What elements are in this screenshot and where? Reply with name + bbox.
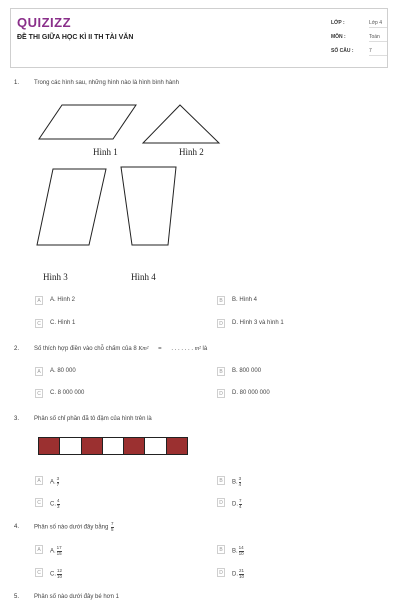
triangle-figure-2 bbox=[142, 104, 220, 144]
option-prefix: A. bbox=[50, 548, 56, 555]
option-prefix: A. bbox=[50, 479, 56, 486]
option-prefix: B. bbox=[232, 548, 238, 555]
meta-row-class bbox=[331, 17, 387, 31]
fraction-numerator: 12 bbox=[57, 568, 63, 573]
option-letter-box: B bbox=[217, 296, 225, 305]
fraction-denominator: 10 bbox=[57, 573, 63, 579]
option-letter-box: D bbox=[217, 319, 225, 328]
option-text: D. 80 000 000 bbox=[232, 390, 270, 396]
option-text bbox=[50, 569, 62, 579]
option-letter-box: C bbox=[35, 568, 43, 577]
bar-segment-empty bbox=[145, 438, 166, 454]
option-letter-box: B bbox=[217, 476, 225, 485]
question-number: 1. bbox=[14, 80, 20, 86]
blank-dots: . . . . . . . bbox=[171, 346, 194, 352]
parallelogram-figure-3 bbox=[36, 168, 108, 246]
fraction bbox=[239, 569, 244, 579]
quizizz-logo: QUIZIZZ bbox=[17, 15, 72, 30]
option-letter-box: A bbox=[35, 545, 43, 554]
meta-label: SỐ CÂU : bbox=[331, 48, 354, 54]
fraction-numerator: 21 bbox=[239, 568, 245, 573]
option-letter-box: B bbox=[217, 367, 225, 376]
option-text bbox=[50, 477, 59, 487]
option-letter-box: C bbox=[35, 319, 43, 328]
option-prefix: C. bbox=[50, 571, 56, 578]
question-text-lead: Phân số nào dưới đây bằng bbox=[34, 524, 109, 531]
option-text: C. 8 000 000 bbox=[50, 390, 85, 396]
bar-segment-shaded bbox=[167, 438, 187, 454]
figure-label: Hình 2 bbox=[179, 147, 204, 157]
option-letter-box: D bbox=[217, 389, 225, 398]
option-text bbox=[232, 499, 242, 509]
fraction-numerator: 14 bbox=[238, 545, 244, 550]
bar-segment-empty bbox=[60, 438, 81, 454]
option-text bbox=[232, 477, 241, 487]
question-number: 4. bbox=[14, 524, 20, 530]
parallelogram-figure-1 bbox=[38, 104, 138, 140]
meta-info bbox=[331, 17, 387, 59]
figure-label: Hình 1 bbox=[93, 147, 118, 157]
question-number: 5. bbox=[14, 594, 20, 600]
fraction-denominator: 4 bbox=[239, 503, 242, 509]
fraction-denominator: 10 bbox=[239, 573, 245, 579]
figure-label: Hình 4 bbox=[131, 272, 156, 282]
fraction-numerator: 17 bbox=[56, 545, 62, 550]
option-text: A. 80 000 bbox=[50, 368, 76, 374]
fraction-numerator: 7 bbox=[239, 498, 242, 503]
option-letter-box: A bbox=[35, 476, 43, 485]
fraction bbox=[57, 546, 62, 556]
fraction-numerator: 4 bbox=[57, 498, 60, 503]
option-text: B. 800 000 bbox=[232, 368, 262, 374]
trapezoid-figure-4 bbox=[120, 166, 178, 246]
meta-row-subject bbox=[331, 31, 387, 45]
question-text bbox=[34, 346, 207, 352]
fraction-numerator: 7 bbox=[111, 521, 114, 526]
meta-value: Toán bbox=[369, 34, 387, 42]
option-letter-box: D bbox=[217, 498, 225, 507]
question-number: 2. bbox=[14, 346, 20, 352]
meta-row-count bbox=[331, 45, 387, 59]
question-text: Trong các hình sau, những hình nào là hình bình hành bbox=[34, 80, 179, 86]
option-text: B. Hình 4 bbox=[232, 297, 258, 303]
exam-title: ĐỀ THI GIỮA HỌC KÌ II TH TÀI VĂN bbox=[17, 34, 134, 41]
question-text: Phân số chỉ phần đã tô đậm của hình trên là bbox=[34, 416, 152, 422]
fraction bbox=[239, 546, 244, 556]
question-number: 3. bbox=[14, 416, 20, 422]
bar-segment-shaded bbox=[39, 438, 60, 454]
option-text bbox=[232, 569, 244, 579]
unit-km2: Km² bbox=[138, 346, 149, 352]
option-text bbox=[232, 546, 244, 556]
fraction bbox=[57, 569, 62, 579]
option-text bbox=[50, 499, 60, 509]
equals-sign: = bbox=[158, 346, 162, 352]
option-text: C. Hình 1 bbox=[50, 320, 76, 326]
bar-segment-shaded bbox=[82, 438, 103, 454]
option-prefix: C. bbox=[50, 501, 56, 508]
option-text: A. Hình 2 bbox=[50, 297, 76, 303]
question-text-lead: Số thích hợp điền vào chỗ chấm của 8 bbox=[34, 346, 137, 352]
fraction bbox=[239, 477, 242, 487]
option-letter-box: A bbox=[35, 296, 43, 305]
fraction-denominator: 7 bbox=[56, 481, 60, 487]
option-letter-box: A bbox=[35, 367, 43, 376]
question-text: Phân số nào dưới đây bé hơn 1 bbox=[34, 594, 119, 600]
meta-label: MÔN : bbox=[331, 34, 346, 40]
option-letter-box: C bbox=[35, 389, 43, 398]
fraction-denominator: 10 bbox=[238, 550, 244, 556]
option-letter-box: D bbox=[217, 568, 225, 577]
option-letter-box: C bbox=[35, 498, 43, 507]
option-prefix: B. bbox=[232, 479, 238, 486]
meta-label: LỚP : bbox=[331, 20, 345, 26]
worksheet-header bbox=[10, 8, 388, 68]
fraction-denominator: 5 bbox=[111, 526, 114, 532]
fraction bbox=[57, 499, 60, 509]
fraction-denominator: 4 bbox=[238, 481, 242, 487]
option-prefix: D. bbox=[232, 571, 238, 578]
fraction bbox=[111, 522, 114, 532]
option-text: D. Hình 3 và hình 1 bbox=[232, 320, 284, 326]
bar-segment-empty bbox=[103, 438, 124, 454]
fraction-denominator: 3 bbox=[57, 503, 60, 509]
option-prefix: D. bbox=[232, 501, 238, 508]
meta-value: Lớp 4 bbox=[369, 20, 387, 28]
option-letter-box: B bbox=[217, 545, 225, 554]
meta-value: 7 bbox=[369, 48, 387, 56]
fraction bbox=[239, 499, 242, 509]
fraction-bar-figure bbox=[38, 437, 188, 455]
bar-segment-shaded bbox=[124, 438, 145, 454]
option-text bbox=[50, 546, 62, 556]
fraction-numerator: 3 bbox=[56, 476, 60, 481]
unit-m2: m² bbox=[194, 346, 201, 352]
fraction bbox=[57, 477, 60, 487]
figure-label: Hình 3 bbox=[43, 272, 68, 282]
question-text bbox=[34, 522, 114, 532]
fraction-numerator: 3 bbox=[238, 476, 242, 481]
question-text-tail: là bbox=[202, 346, 208, 352]
fraction-denominator: 15 bbox=[56, 550, 62, 556]
